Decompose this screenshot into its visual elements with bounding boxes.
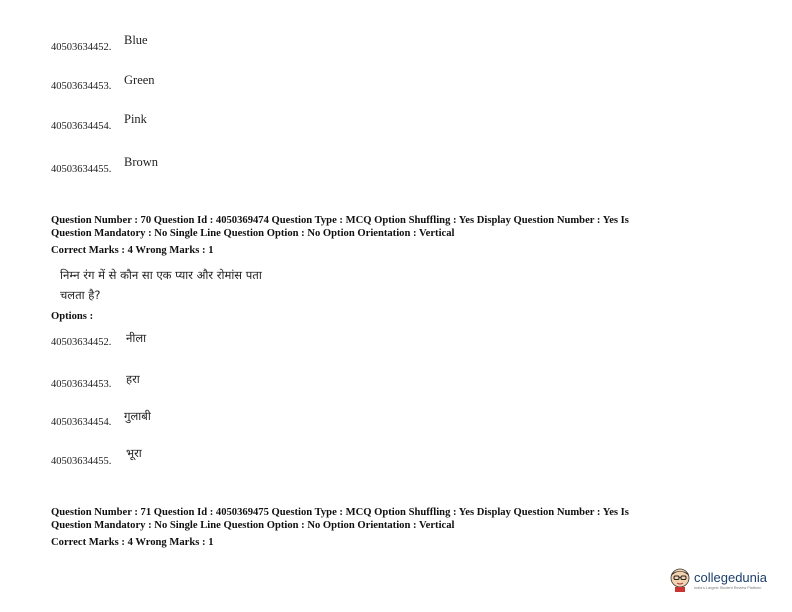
option-text: Green [124, 73, 155, 87]
option-text: Pink [124, 112, 147, 126]
option-number: 40503634452. [51, 337, 112, 348]
question-meta [51, 506, 741, 549]
option-number: 40503634453. [51, 379, 112, 390]
option-text: नीला [126, 331, 147, 345]
question-text-line: निम्न रंग में से कौन सा एक प्यार और रोमांस पता [60, 268, 262, 282]
logo-tagline: India's Largest Student Review Platform [694, 586, 762, 590]
question-marks: Correct Marks : 4 Wrong Marks : 1 [51, 245, 214, 256]
question-meta-line: Question Mandatory : No Single Line Question Option : No Option Orientation : Vertical [51, 228, 455, 239]
question-meta-line: Question Number : 71 Question Id : 4050369475 Question Type : MCQ Option Shuffling : Yes Display Question Number : Yes Is [51, 507, 629, 518]
question-meta [51, 214, 741, 257]
question-text [60, 265, 262, 305]
student-mascot-icon [668, 567, 692, 593]
option-number: 40503634455. [51, 164, 112, 175]
question-meta-line: Question Mandatory : No Single Line Question Option : No Option Orientation : Vertical [51, 520, 455, 531]
option-number: 40503634455. [51, 456, 112, 467]
option-number: 40503634452. [51, 42, 112, 53]
logo-name: collegedunia [694, 570, 768, 585]
collegedunia-logo [668, 564, 778, 598]
option-text: भूरा [126, 446, 142, 460]
option-text: Blue [124, 33, 148, 47]
option-number: 40503634453. [51, 81, 112, 92]
option-text: हरा [126, 372, 140, 386]
question-meta-line: Question Number : 70 Question Id : 4050369474 Question Type : MCQ Option Shuffling : Yes Display Question Number : Yes Is [51, 215, 629, 226]
option-number: 40503634454. [51, 417, 112, 428]
option-number: 40503634454. [51, 121, 112, 132]
question-marks: Correct Marks : 4 Wrong Marks : 1 [51, 537, 214, 548]
options-label: Options : [51, 311, 94, 322]
option-text: Brown [124, 155, 159, 169]
option-text: गुलाबी [124, 409, 151, 423]
question-text-line: चलता है? [60, 288, 101, 302]
